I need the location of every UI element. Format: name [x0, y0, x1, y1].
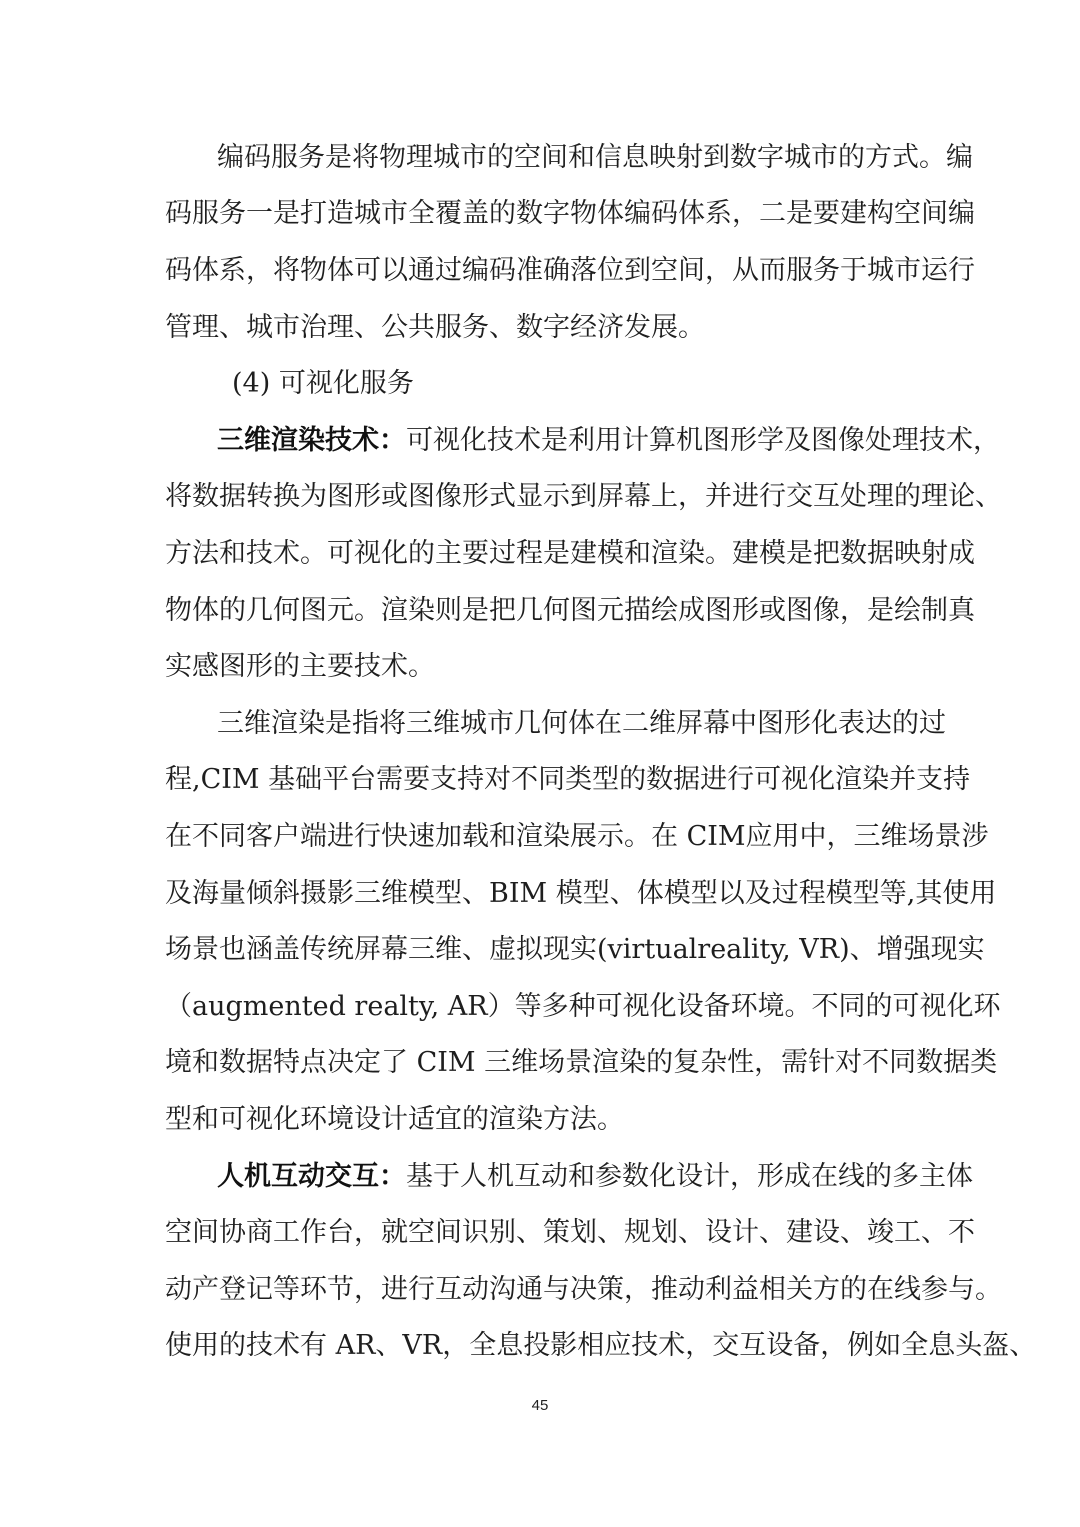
paragraph-1-line-1: 编码服务是将物理城市的空间和信息映射到数字城市的方式。编 — [217, 142, 973, 173]
paragraph-4-line-4: 使用的技术有 AR、VR，全息投影相应技术，交互设备，例如全息头盔、 — [165, 1330, 1037, 1361]
paragraph-3-line-4: 及海量倾斜摄影三维模型、BIM 模型、体模型以及过程模型等,其使用 — [165, 878, 997, 909]
paragraph-1-line-2: 码服务一是打造城市全覆盖的数字物体编码体系，二是要建构空间编 — [165, 198, 975, 229]
page-number: 45 — [531, 1397, 549, 1414]
paragraph-2-line-3: 方法和技术。可视化的主要过程是建模和渲染。建模是把数据映射成 — [165, 538, 975, 569]
paragraph-3-line-6: （augmented realty, AR）等多种可视化设备环境。不同的可视化环 — [165, 991, 1001, 1022]
paragraph-4-line-1-text: 基于人机互动和参数化设计，形成在线的多主体 — [406, 1161, 973, 1192]
paragraph-3-line-8: 型和可视化环境设计适宜的渲染方法。 — [165, 1104, 624, 1135]
paragraph-2-line-1-text: 可视化技术是利用计算机图形学及图像处理技术， — [406, 425, 1000, 456]
paragraph-3-line-1: 三维渲染是指将三维城市几何体在二维屏幕中图形化表达的过 — [217, 708, 946, 739]
paragraph-3-line-7: 境和数据特点决定了 CIM 三维场景渲染的复杂性，需针对不同数据类 — [165, 1047, 998, 1078]
paragraph-4-line-2: 空间协商工作台，就空间识别、策划、规划、设计、建设、竣工、不 — [165, 1217, 975, 1248]
paragraph-3-line-5: 场景也涵盖传统屏幕三维、虚拟现实(virtualreality, VR)、增强现实 — [165, 934, 985, 965]
paragraph-3-line-2: 程,CIM 基础平台需要支持对不同类型的数据进行可视化渲染并支持 — [165, 764, 971, 795]
paragraph-1-line-4: 管理、城市治理、公共服务、数字经济发展。 — [165, 312, 705, 343]
paragraph-2-line-2: 将数据转换为图形或图像形式显示到屏幕上，并进行交互处理的理论、 — [165, 481, 1002, 512]
paragraph-2-line-4: 物体的几何图元。渲染则是把几何图元描绘成图形或图像，是绘制真 — [165, 595, 975, 626]
paragraph-2-line-5: 实感图形的主要技术。 — [165, 651, 435, 682]
paragraph-4-line-3: 动产登记等环节，进行互动沟通与决策，推动利益相关方的在线参与。 — [165, 1274, 1002, 1305]
term-3d-rendering: 三维渲染技术： — [217, 425, 406, 456]
paragraph-3-line-3: 在不同客户端进行快速加载和渲染展示。在 CIM应用中，三维场景涉 — [165, 821, 989, 852]
paragraph-4-line-1 — [217, 1157, 973, 1197]
paragraph-1-line-3: 码体系，将物体可以通过编码准确落位到空间，从而服务于城市运行 — [165, 255, 975, 286]
term-human-computer-interaction: 人机互动交互： — [217, 1161, 406, 1192]
section-heading: (4) 可视化服务 — [232, 368, 414, 399]
paragraph-2-line-1 — [217, 421, 1000, 461]
